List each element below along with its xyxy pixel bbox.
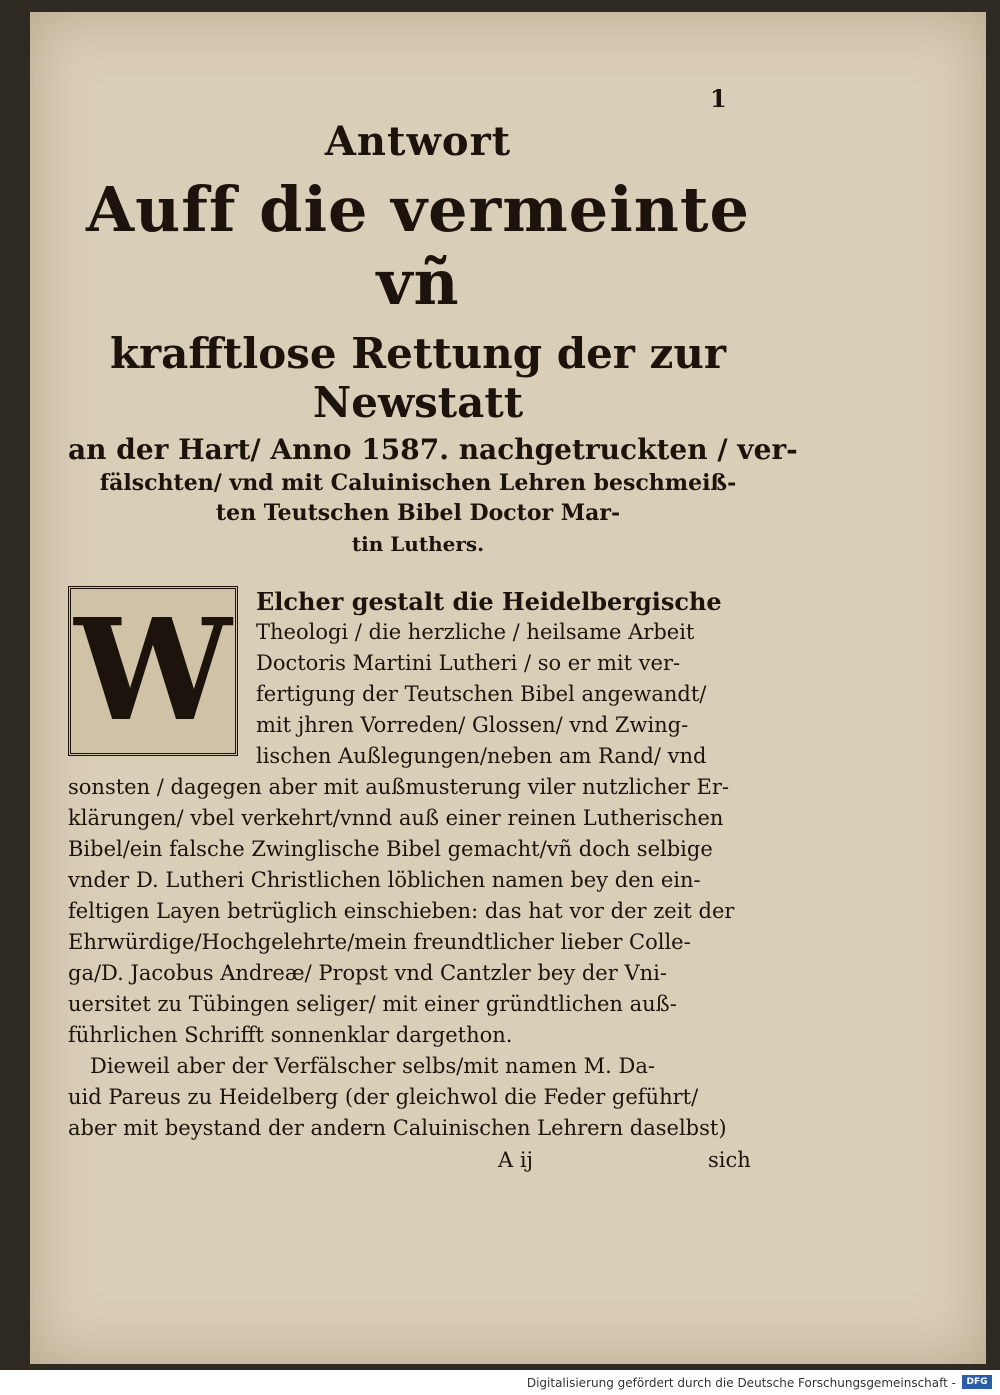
body-line: ga/D. Jacobus Andreæ/ Propst vnd Cantzler bey der Vni-	[68, 961, 667, 985]
body-line: mit jhren Vorreden/ Glossen/ vnd Zwing-	[256, 713, 689, 737]
title-line-4: fälschten/ vnd mit Caluinischen Lehren beschmeiß-	[99, 470, 737, 496]
body-line: sonsten / dagegen aber mit außmusterung viler nutzlicher Er-	[68, 775, 729, 799]
title-line-6: tin Luthers.	[351, 532, 485, 556]
body-line: Elcher gestalt die Heidelbergische	[256, 587, 722, 616]
body-line: Ehrwürdige/Hochgelehrte/mein freundtlicher lieber Colle-	[68, 930, 691, 954]
page-number: 1	[710, 84, 727, 113]
signature-mark: A ij	[498, 1148, 534, 1172]
body-line: klärungen/ vbel verkehrt/vnnd auß einer reinen Lutherischen	[68, 806, 724, 830]
body-line: Doctoris Martini Lutheri / so er mit ver-	[256, 651, 681, 675]
page-content	[68, 82, 798, 1182]
catch-line	[68, 1148, 768, 1182]
title-line-3: an der Hart/ Anno 1587. nachgetruckten / ver-	[68, 433, 798, 466]
body-line: Bibel/ein falsche Zwinglische Bibel gemacht/vñ doch selbige	[68, 837, 713, 861]
body-line: uersitet zu Tübingen seliger/ mit einer gründtlichen auß-	[68, 992, 677, 1016]
body-line: lischen Außlegungen/neben am Rand/ vnd	[256, 744, 707, 768]
body-line: führlichen Schrifft sonnenklar dargethon.	[68, 1023, 513, 1047]
body-line: aber mit beystand der andern Caluinischen Lehrern daselbst)	[68, 1116, 727, 1140]
body-line: uid Pareus zu Heidelberg (der gleichwol die Feder geführt/	[68, 1085, 699, 1109]
title-line-5: ten Teutschen Bibel Doctor Mar-	[215, 500, 621, 526]
body-line: Dieweil aber der Verfälscher selbs/mit namen M. Da-	[90, 1054, 655, 1078]
title-line-2: krafftlose Rettung der zur Newstatt	[109, 329, 727, 427]
dfg-logo: DFG	[962, 1375, 992, 1389]
body-text	[68, 586, 768, 1182]
title-antwort: Antwort	[324, 118, 512, 165]
body-line: feltigen Layen betrüglich einschieben: das hat vor der zeit der	[68, 899, 735, 923]
initial-letter: W	[74, 589, 232, 753]
book-page	[30, 12, 986, 1364]
body-line: fertigung der Teutschen Bibel angewandt/	[256, 682, 707, 706]
title-main: Auff die vermeinte vñ	[86, 173, 750, 319]
footer-credit: Digitalisierung gefördert durch die Deutsche Forschungsgemeinschaft -	[526, 1376, 956, 1390]
body-line: Theologi / die herzliche / heilsame Arbeit	[256, 620, 695, 644]
decorated-initial	[68, 586, 238, 756]
body-line: vnder D. Lutheri Christlichen löblichen namen bey den ein-	[68, 868, 701, 892]
catchword: sich	[708, 1148, 751, 1172]
footer-bar	[0, 1370, 1000, 1395]
